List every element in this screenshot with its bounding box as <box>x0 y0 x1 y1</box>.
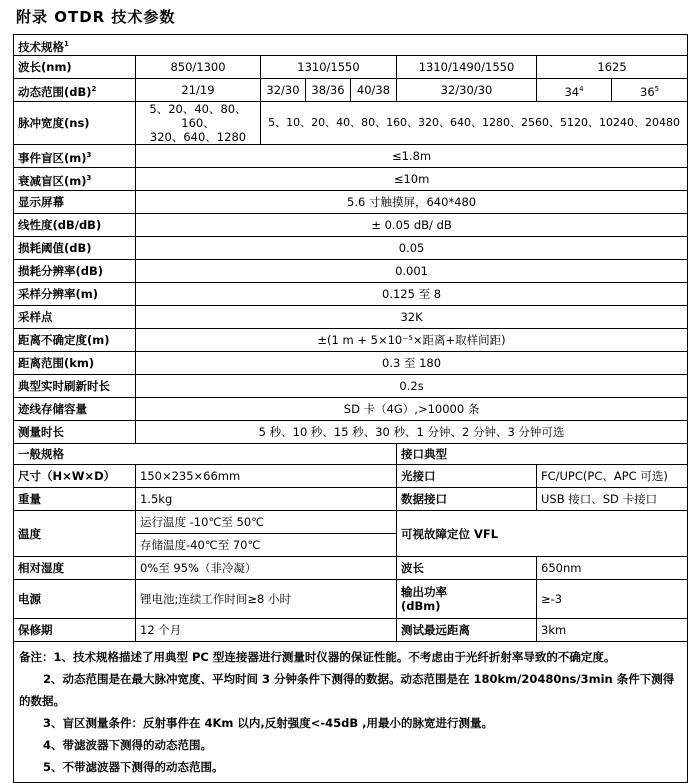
cell: ≤1.8m <box>136 145 688 168</box>
cell: 0.05 <box>136 237 688 260</box>
cell: 运行温度 -10℃至 50℃ <box>136 511 397 534</box>
table-row <box>14 191 688 214</box>
note-3: 3、盲区测量条件：反射事件在 4Km 以内,反射强度<-45dB ,用最小的脉宽进行测量。 <box>43 716 494 730</box>
row-label: 脉冲宽度(ns) <box>14 102 136 145</box>
cell: 1625 <box>537 56 688 79</box>
row-label: 相对湿度 <box>14 557 136 580</box>
general-section-header: 一般规格 <box>14 444 397 465</box>
row-label: 保修期 <box>14 619 136 642</box>
cell: 32K <box>136 306 688 329</box>
row-label: 采样点 <box>14 306 136 329</box>
cell: FC/UPC(PC、APC 可选) <box>537 465 688 488</box>
row-label: 显示屏幕 <box>14 191 136 214</box>
cell: 0.001 <box>136 260 688 283</box>
table-row <box>14 283 688 306</box>
table-row <box>14 619 688 642</box>
row-label: 典型实时刷新时长 <box>14 375 136 398</box>
cell: ≥-3 <box>537 580 688 619</box>
row-label: 事件盲区$(m)^3$ <box>14 145 136 168</box>
table-row <box>14 145 688 168</box>
spec-section-header: 技术规格$^1$ <box>14 35 688 56</box>
cell: 5、10、20、40、80、160、320、640、1280、2560、5120、10240、20480 <box>261 102 688 145</box>
row-label: 尺寸（H×W×D） <box>14 465 136 488</box>
row-label: 采样分辨率(m) <box>14 283 136 306</box>
table-row <box>14 329 688 352</box>
cell: 0%至 95%（非冷凝） <box>136 557 397 580</box>
table-row <box>14 102 688 145</box>
table-row <box>14 237 688 260</box>
row-label: 损耗分辨率(dB) <box>14 260 136 283</box>
cell: 650nm <box>537 557 688 580</box>
row-label: 测量时长 <box>14 421 136 444</box>
cell: 40/38 <box>351 79 397 102</box>
row-label: 距离不确定度(m) <box>14 329 136 352</box>
table-row <box>14 465 688 488</box>
cell: 12 个月 <box>136 619 397 642</box>
table-row <box>14 306 688 329</box>
cell: 5、20、40、80、160、 320、640、1280 <box>136 102 261 145</box>
note-4: 4、带滤波器下测得的动态范围。 <box>43 738 212 752</box>
row-label: 迹线存储容量 <box>14 398 136 421</box>
page-title: 附录 OTDR 技术参数 <box>16 8 176 26</box>
cell: 0.3 至 180 <box>136 352 688 375</box>
cell: SD 卡（4G）,>10000 条 <box>136 398 688 421</box>
table-row <box>14 398 688 421</box>
table-row <box>14 56 688 79</box>
row-label: 距离范围(km) <box>14 352 136 375</box>
cell: 存储温度-40℃至 70℃ <box>136 534 397 557</box>
note-5: 5、不带滤波器下测得的动态范围。 <box>43 760 224 774</box>
cell: 1310/1490/1550 <box>397 56 537 79</box>
table-row <box>14 444 688 465</box>
row-label: 电源 <box>14 580 136 619</box>
notes-cell <box>14 642 688 783</box>
cell: 850/1300 <box>136 56 261 79</box>
interface-section-header: 接口典型 <box>397 444 688 465</box>
cell: USB 接口、SD 卡接口 <box>537 488 688 511</box>
table-row <box>14 511 688 534</box>
table-row <box>14 168 688 191</box>
cell: 38/36 <box>306 79 351 102</box>
cell: ± 0.05 dB/ dB <box>136 214 688 237</box>
table-row <box>14 557 688 580</box>
row-label: 损耗阈值(dB) <box>14 237 136 260</box>
table-row <box>14 214 688 237</box>
cell: 1310/1550 <box>261 56 397 79</box>
row-label: 温度 <box>14 511 136 557</box>
note-1: 备注：1、技术规格描述了用典型 PC 型连接器进行测量时仪器的保证性能。不考虑由于光纤折射率导致的不确定度。 <box>19 650 616 664</box>
table-row <box>14 375 688 398</box>
cell: ≤10m <box>136 168 688 191</box>
table-row <box>14 352 688 375</box>
cell: 0.125 至 8 <box>136 283 688 306</box>
table-row <box>14 260 688 283</box>
cell: $34^4$ <box>537 79 612 102</box>
cell: 32/30 <box>261 79 306 102</box>
otdr-spec-table <box>13 34 688 783</box>
notes-row <box>14 642 688 783</box>
row-label: 数据接口 <box>397 488 537 511</box>
row-label: 波长(nm) <box>14 56 136 79</box>
row-label: 动态范围(dB)$^2$ <box>14 79 136 102</box>
vfl-section-header: 可视故障定位 VFL <box>397 511 688 557</box>
row-label: 光接口 <box>397 465 537 488</box>
cell: 5.6 寸触摸屏，640*480 <box>136 191 688 214</box>
cell: 锂电池;连续工作时间≥8 小时 <box>136 580 397 619</box>
row-label: 重量 <box>14 488 136 511</box>
cell: $36^5$ <box>612 79 688 102</box>
row-label: 波长 <box>397 557 537 580</box>
table-row <box>14 421 688 444</box>
cell: 150×235×66mm <box>136 465 397 488</box>
cell: 3km <box>537 619 688 642</box>
cell: 21/19 <box>136 79 261 102</box>
cell: 5 秒、10 秒、15 秒、30 秒、1 分钟、2 分钟、3 分钟可选 <box>136 421 688 444</box>
row-label: 衰减盲区$(m)^3$ <box>14 168 136 191</box>
row-label: 线性度(dB/dB) <box>14 214 136 237</box>
cell: 1.5kg <box>136 488 397 511</box>
row-label: 测试最远距离 <box>397 619 537 642</box>
table-row <box>14 580 688 619</box>
cell: 32/30/30 <box>397 79 537 102</box>
row-label: 输出功率 (dBm) <box>397 580 537 619</box>
table-row <box>14 488 688 511</box>
cell: 0.2s <box>136 375 688 398</box>
cell: ±(1 m + 5×10⁻⁵×距离+取样间距) <box>136 329 688 352</box>
table-row <box>14 79 688 102</box>
note-2: 2、动态范围是在最大脉冲宽度、平均时间 3 分钟条件下测得的数据。动态范围是在 180km/20480ns/3min 条件下测得的数据。 <box>19 672 675 708</box>
